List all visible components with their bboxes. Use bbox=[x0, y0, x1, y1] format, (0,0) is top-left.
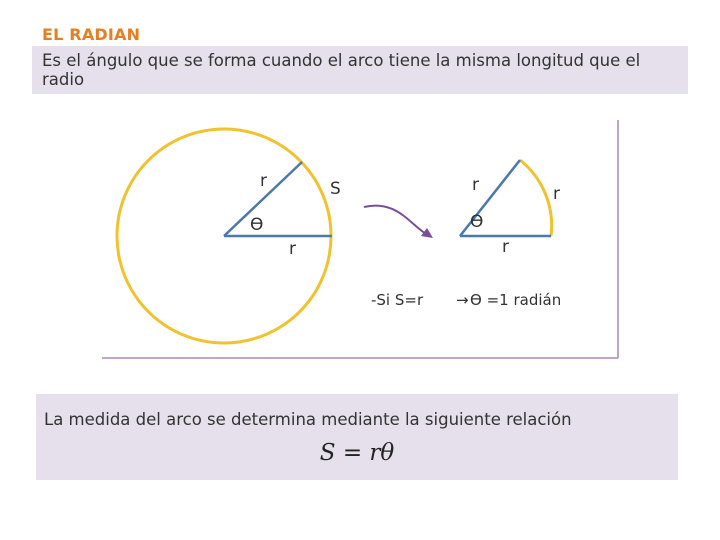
arc-length-formula: S = rθ bbox=[319, 440, 395, 466]
circle-arc-label: S bbox=[330, 179, 341, 199]
sector-radius-bottom-label: r bbox=[502, 237, 509, 257]
definition-text: Es el ángulo que se forma cuando el arco tiene la misma longitud que el radio bbox=[42, 51, 641, 89]
sector-arc-label: r bbox=[553, 184, 560, 204]
sector-arc bbox=[520, 160, 552, 236]
curved-arrow bbox=[364, 206, 426, 234]
relation-box bbox=[36, 394, 678, 480]
page-title: EL RADIAN bbox=[42, 25, 141, 44]
sector-radius-top-label: r bbox=[472, 175, 479, 195]
sector-angle-label: ϴ bbox=[470, 212, 484, 232]
radian-note-condition: -Si S=r bbox=[371, 291, 424, 309]
circle-angle-label: ϴ bbox=[250, 215, 264, 235]
relation-text: La medida del arco se determina mediante la siguiente relación bbox=[44, 410, 572, 429]
radian-note-arrow: → bbox=[456, 291, 469, 309]
sector-radius-top bbox=[460, 160, 520, 236]
circle-radius-top-label: r bbox=[260, 171, 267, 191]
radian-note-result: ϴ =1 radián bbox=[470, 291, 562, 309]
circle-radius-bottom-label: r bbox=[289, 239, 296, 259]
curved-arrow-head bbox=[421, 228, 433, 238]
